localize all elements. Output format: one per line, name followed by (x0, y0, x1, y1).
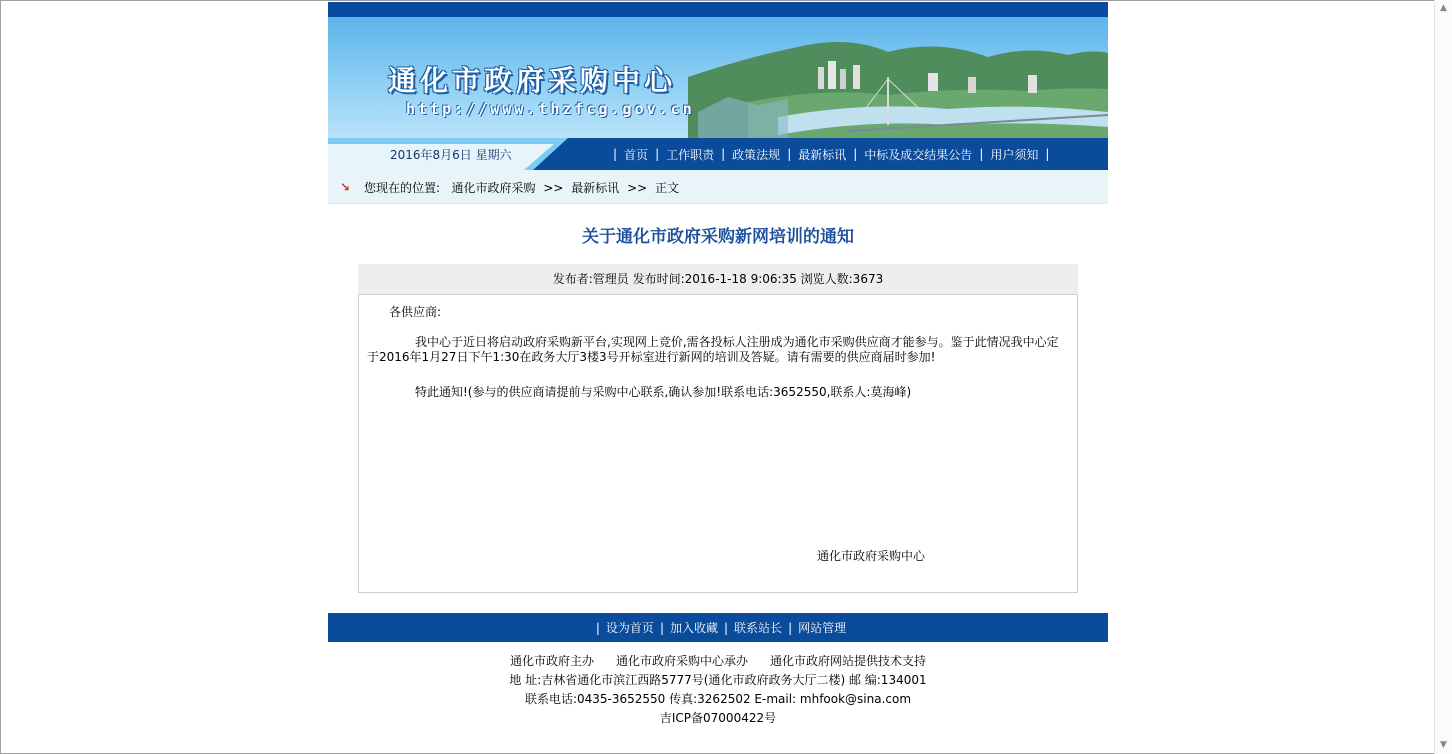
footer-address: 地 址:吉林省通化市滨江西路5777号(通化市政府政务大厅二楼) 邮 编:134001 (509, 673, 927, 687)
breadcrumb-prefix: 您现在的位置: (364, 181, 441, 195)
footer-sponsor: 通化市政府网站提供技术支持 (770, 654, 927, 668)
nav-item-home[interactable]: 首页 (624, 147, 649, 162)
footer-separator: | (595, 620, 600, 635)
article-meta: 发布者:管理员 发布时间:2016-1-18 9:06:35 浏览人数:3673 (358, 264, 1078, 294)
nav-item-latest-bids[interactable]: 最新标讯 (798, 147, 847, 162)
nav-separator: | (853, 147, 858, 161)
footer-icp: 吉ICP备07000422号 (659, 711, 777, 725)
banner-top-strip (328, 2, 1108, 17)
footer-separator: | (659, 620, 664, 635)
nav-item-user-guide[interactable]: 用户须知 (990, 147, 1039, 162)
main-navigation (328, 138, 1108, 170)
nav-item-policies[interactable]: 政策法规 (732, 147, 781, 162)
footer-link-contact-admin[interactable]: 联系站长 (734, 621, 783, 635)
banner-city-image (328, 17, 1108, 138)
current-date: 2016年8月6日 星期六 (390, 148, 512, 162)
footer-contact: 联系电话:0435-3652550 传真:3262502 E-mail: mhfook@sina.com (524, 692, 912, 706)
article-paragraph: 特此通知!(参与的供应商请提前与采购中心联系,确认参加!联系电话:3652550,联系人:莫海峰) (415, 385, 912, 399)
footer-info (328, 652, 1108, 728)
nav-separator: | (787, 147, 792, 161)
footer-separator: | (788, 620, 793, 635)
breadcrumb-text (364, 179, 679, 196)
nav-separator: | (721, 147, 726, 161)
footer-links-bar (328, 613, 1108, 642)
nav-separator: | (613, 147, 618, 161)
breadcrumb (328, 170, 1108, 204)
footer-link-site-admin[interactable]: 网站管理 (798, 621, 847, 635)
nav-item-results[interactable]: 中标及成交结果公告 (864, 147, 973, 162)
breadcrumb-separator: >> (627, 181, 648, 195)
article-title: 关于通化市政府采购新网培训的通知 (582, 227, 854, 247)
breadcrumb-separator: >> (543, 181, 564, 195)
arrow-down-right-icon: ↘ (340, 180, 351, 194)
footer-sponsor: 通化市政府采购中心承办 (615, 654, 748, 668)
scroll-down-icon[interactable]: ▼ (1440, 740, 1447, 750)
nav-item-duties[interactable]: 工作职责 (666, 147, 715, 162)
footer-separator: | (724, 620, 729, 635)
nav-separator: | (1045, 147, 1050, 161)
article-salutation: 各供应商: (389, 305, 442, 319)
article-content (358, 294, 1078, 593)
nav-separator: | (979, 147, 984, 161)
footer-sponsors (328, 652, 1108, 671)
footer-sponsor: 通化市政府主办 (509, 654, 594, 668)
breadcrumb-item-latest-bids[interactable]: 最新标讯 (571, 181, 620, 195)
site-title: 通化市政府采购中心 (388, 64, 677, 97)
nav-menu (608, 138, 1054, 170)
header-banner (328, 2, 1108, 170)
site-url: http://www.thzfcg.gov.cn (406, 100, 695, 118)
article-signature: 通化市政府采购中心 (817, 549, 926, 563)
footer-link-set-homepage[interactable]: 设为首页 (605, 621, 654, 635)
breadcrumb-item-procurement[interactable]: 通化市政府采购 (451, 181, 536, 195)
nav-separator: | (655, 147, 660, 161)
page-container (328, 2, 1108, 728)
article-paragraph: 我中心于近日将启动政府采购新平台,实现网上竞价,需各投标人注册成为通化市采购供应商才能参与。鉴于此情况我中心定于2016年1月27日下午1:30在政务大厅3楼3号开标室进行新网的培训及答疑。请有需要的供应商届时参加! (367, 335, 1059, 364)
breadcrumb-item-current: 正文 (655, 181, 680, 195)
scroll-up-icon[interactable]: ▲ (1440, 3, 1447, 13)
vertical-scrollbar[interactable] (1434, 0, 1452, 754)
footer-link-add-favorite[interactable]: 加入收藏 (669, 621, 718, 635)
